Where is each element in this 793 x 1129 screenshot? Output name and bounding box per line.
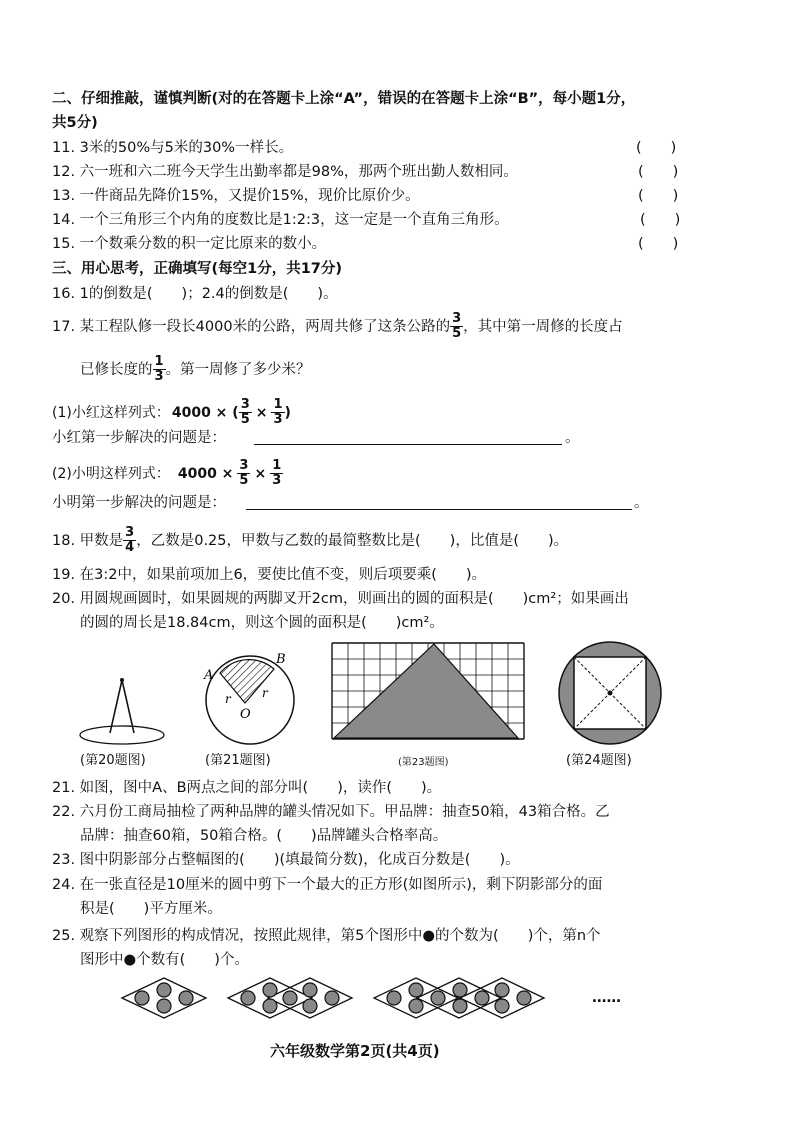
caption-figure-21: (第21题图) [205, 753, 271, 768]
question-22-line1: 22. 六月份工商局抽检了两种品牌的罐头情况如下。甲品牌：抽查50箱，43箱合格。乙 [52, 804, 610, 820]
sector-circle-figure [200, 645, 310, 755]
xiaohong-question: 小红第一步解决的问题是： [52, 430, 226, 446]
pattern-ellipsis: …… [592, 990, 621, 1006]
square-in-circle-figure [555, 640, 665, 750]
pattern-figure-2 [226, 976, 356, 1020]
answer-paren-15[interactable]: ( ) [638, 236, 679, 252]
answer-paren-14[interactable]: ( ) [640, 212, 681, 228]
xiaohong-answer-line[interactable] [254, 444, 562, 445]
question-18: 18. 甲数是 $\frac{3}{4}$ ，乙数是0.25，甲数与乙数的最简整数比是( )，比值是( )。 [52, 525, 569, 555]
section3-heading: 三、用心思考，正确填写(每空1分，共17分) [52, 261, 343, 277]
question-14: 14. 一个三角形三个内角的度数比是1:2:3，这一定是一个直角三角形。 [52, 212, 509, 228]
answer-paren-13[interactable]: ( ) [638, 188, 679, 204]
question-15: 15. 一个数乘分数的积一定比原来的数小。 [52, 236, 327, 252]
fraction-1-3: $\frac{1}{3}$ [154, 354, 164, 384]
label-b: B [276, 652, 286, 667]
question-24-line2: 积是( )平方厘米。 [80, 901, 222, 917]
pattern-figure-1 [120, 976, 210, 1020]
caption-figure-20: (第20题图) [80, 753, 146, 768]
question-22-line2: 品牌：抽查60箱，50箱合格。( )品牌罐头合格率高。 [80, 828, 448, 844]
pattern-figure-3 [372, 976, 552, 1020]
label-a: A [204, 668, 214, 683]
xiaohong-expression: (1)小红这样列式： 4000 × ( $\frac{3}{5}$ × $\frac{1}{3}$ ) [52, 397, 291, 427]
question-25-line1: 25. 观察下列图形的构成情况，按照此规律，第5个图形中●的个数为( )个，第n个 [52, 928, 601, 944]
fraction-3-5: $\frac{3}{5}$ [452, 311, 462, 341]
question-11: 11. 3米的50%与5米的30%一样长。 [52, 140, 294, 156]
question-21: 21. 如图，图中A、B两点之间的部分叫( )，读作( )。 [52, 780, 442, 796]
xiaoming-expression: (2)小明这样列式： 4000 × $\frac{3}{5}$ × $\frac{1}{3}$ [52, 458, 282, 488]
caption-figure-23: (第23题图) [398, 757, 449, 768]
caption-figure-24: (第24题图) [566, 753, 632, 768]
xiaoming-question: 小明第一步解决的问题是： [52, 495, 226, 511]
question-24-line1: 24. 在一张直径是10厘米的圆中剪下一个最大的正方形(如图所示)，剩下阴影部分的面 [52, 877, 603, 893]
label-o: O [240, 707, 251, 722]
question-20-line2: 的圆的周长是18.84cm，则这个圆的面积是( )cm²。 [80, 615, 444, 631]
answer-paren-11[interactable]: ( ) [636, 140, 677, 156]
section2-heading: 二、仔细推敲，谨慎判断(对的在答题卡上涂“A”，错误的在答题卡上涂“B”，每小题1分， [52, 91, 636, 107]
question-19: 19. 在3:2中，如果前项加上6，要使比值不变，则后项要乘( )。 [52, 567, 487, 583]
page-footer: 六年级数学第2页(共4页) [270, 1042, 440, 1060]
question-17-line1: 17. 某工程队修一段长4000米的公路，两周共修了这条公路的 $\frac{3}{5}$ ，其中第一周修的长度占 [52, 311, 623, 341]
question-17-line2: 已修长度的 $\frac{1}{3}$ 。第一周修了多少米？ [80, 354, 311, 384]
compass-figure [72, 670, 162, 750]
question-25-line2: 图形中●个数有( )个。 [80, 952, 249, 968]
question-13: 13. 一件商品先降价15%，又提价15%，现价比原价少。 [52, 188, 420, 204]
xiaoming-end: 。 [634, 495, 649, 511]
answer-paren-12[interactable]: ( ) [638, 164, 679, 180]
question-12: 12. 六一班和六二班今天学生出勤率都是98%，那两个班出勤人数相同。 [52, 164, 518, 180]
xiaohong-end: 。 [565, 430, 580, 446]
question-16: 16. 1的倒数是( )；2.4的倒数是( )。 [52, 286, 338, 302]
label-r-left: r [225, 692, 231, 706]
grid-triangle-figure [330, 642, 526, 742]
question-20-line1: 20. 用圆规画圆时，如果圆规的两脚叉开2cm，则画出的圆的面积是( )cm²；如果画出 [52, 591, 629, 607]
question-23: 23. 图中阴影部分占整幅图的( )(填最简分数)，化成百分数是( )。 [52, 852, 520, 868]
section2-heading-cont: 共5分) [52, 115, 98, 131]
xiaoming-answer-line[interactable] [246, 509, 632, 510]
label-r-right: r [262, 686, 268, 700]
